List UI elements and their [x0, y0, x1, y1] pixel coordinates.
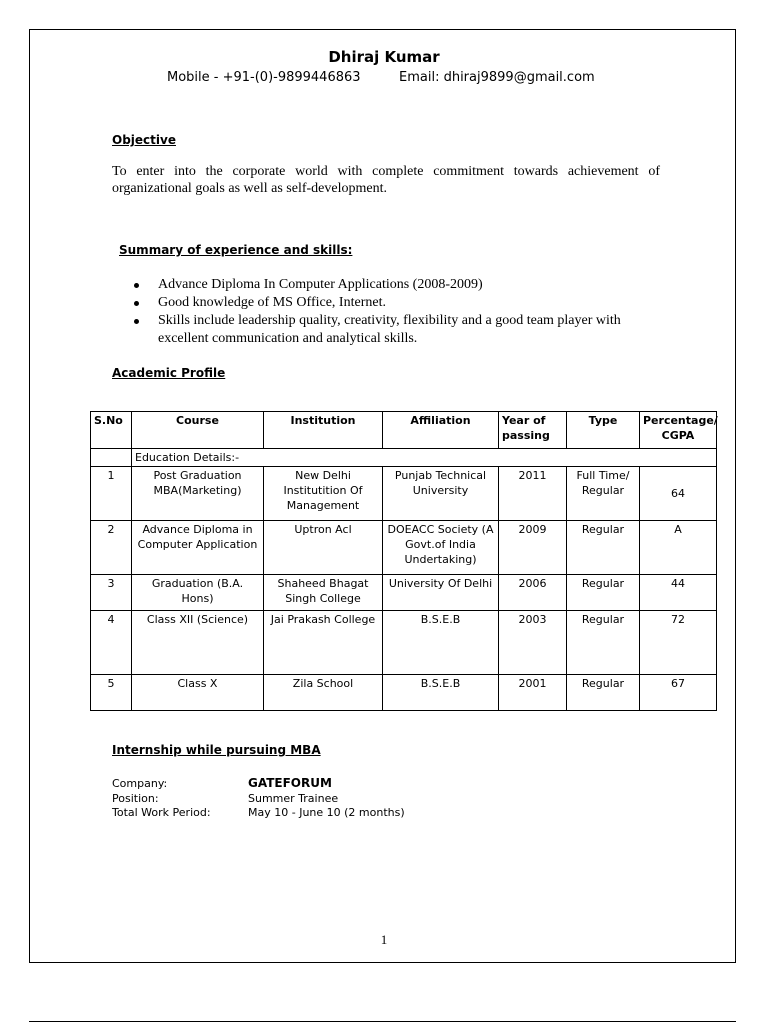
cell: Uptron Acl [264, 521, 383, 575]
cell: 67 [640, 675, 717, 711]
cell: New Delhi Institutition Of Management [264, 467, 383, 521]
section-row [91, 449, 717, 467]
cell: Shaheed Bhagat Singh College [264, 575, 383, 611]
cell: Class XII (Science) [132, 611, 264, 675]
academic-table [90, 411, 717, 711]
table-row [91, 575, 717, 611]
table-row [91, 521, 717, 575]
skill-text: Good knowledge of MS Office, Internet. [158, 295, 386, 310]
cell: Jai Prakash College [264, 611, 383, 675]
cell: 64 [640, 467, 717, 521]
cell: 3 [91, 575, 132, 611]
academic-heading: Academic Profile [112, 366, 226, 380]
column-header: Percentage/ CGPA [640, 412, 717, 449]
cell: 5 [91, 675, 132, 711]
cell: University Of Delhi [383, 575, 499, 611]
cell: Punjab Technical University [383, 467, 499, 521]
skill-text: Advance Diploma In Computer Applications (2008-2009) [158, 277, 483, 292]
cell: B.S.E.B [383, 611, 499, 675]
cell: 2011 [499, 467, 567, 521]
bullet-icon [134, 301, 139, 306]
cell: Regular [567, 675, 640, 711]
company-value: GATEFORUM [248, 776, 332, 790]
cell: Regular [567, 521, 640, 575]
cell: 2001 [499, 675, 567, 711]
cell: 4 [91, 611, 132, 675]
company-label: Company: [112, 777, 168, 790]
column-header: Course [132, 412, 264, 449]
cell: 44 [640, 575, 717, 611]
column-header: Year of passing [499, 412, 567, 449]
page-number: 1 [380, 932, 388, 947]
column-header: Affiliation [383, 412, 499, 449]
cell: Advance Diploma in Computer Application [132, 521, 264, 575]
section-label: Education Details:- [132, 449, 717, 467]
cell: B.S.E.B [383, 675, 499, 711]
cell: Full Time/ Regular [567, 467, 640, 521]
cell: 2009 [499, 521, 567, 575]
skills-list [112, 276, 672, 348]
email-address: Email: dhiraj9899@gmail.com [399, 70, 595, 85]
column-header: Type [567, 412, 640, 449]
table-row [91, 611, 717, 675]
cell: Regular [567, 611, 640, 675]
work-period-label: Total Work Period: [112, 806, 211, 819]
objective-text: To enter into the corporate world with complete commitment towards achievement of organizational goals as well as self-development. [112, 164, 660, 196]
mobile-number: Mobile - +91-(0)-9899446863 [167, 70, 361, 85]
cell: Post Graduation MBA(Marketing) [132, 467, 264, 521]
candidate-name: Dhiraj Kumar [328, 48, 440, 66]
cell: Class X [132, 675, 264, 711]
empty-cell [91, 449, 132, 467]
cell: 72 [640, 611, 717, 675]
internship-heading: Internship while pursuing MBA [112, 743, 321, 757]
column-header: Institution [264, 412, 383, 449]
cell: DOEACC Society (A Govt.of India Undertaking) [383, 521, 499, 575]
skill-text: Skills include leadership quality, creativity, flexibility and a good team player with excellent communication and analytical skills. [158, 313, 621, 346]
table-row [91, 675, 717, 711]
cell: Regular [567, 575, 640, 611]
cell: 1 [91, 467, 132, 521]
position-value: Summer Trainee [248, 792, 339, 805]
cell: A [640, 521, 717, 575]
cell: 2006 [499, 575, 567, 611]
table-header-row [91, 412, 717, 449]
bullet-icon [134, 319, 139, 324]
position-label: Position: [112, 792, 159, 805]
work-period-value: May 10 - June 10 (2 months) [248, 806, 405, 819]
list-item [112, 312, 672, 348]
page-break-rule [29, 1021, 736, 1022]
bullet-icon [134, 283, 139, 288]
list-item [112, 276, 672, 294]
column-header: S.No [91, 412, 132, 449]
table-row [91, 467, 717, 521]
summary-heading: Summary of experience and skills: [119, 243, 353, 257]
cell: 2 [91, 521, 132, 575]
cell: Zila School [264, 675, 383, 711]
list-item [112, 294, 672, 312]
objective-heading: Objective [112, 133, 176, 147]
cell: 2003 [499, 611, 567, 675]
cell: Graduation (B.A. Hons) [132, 575, 264, 611]
